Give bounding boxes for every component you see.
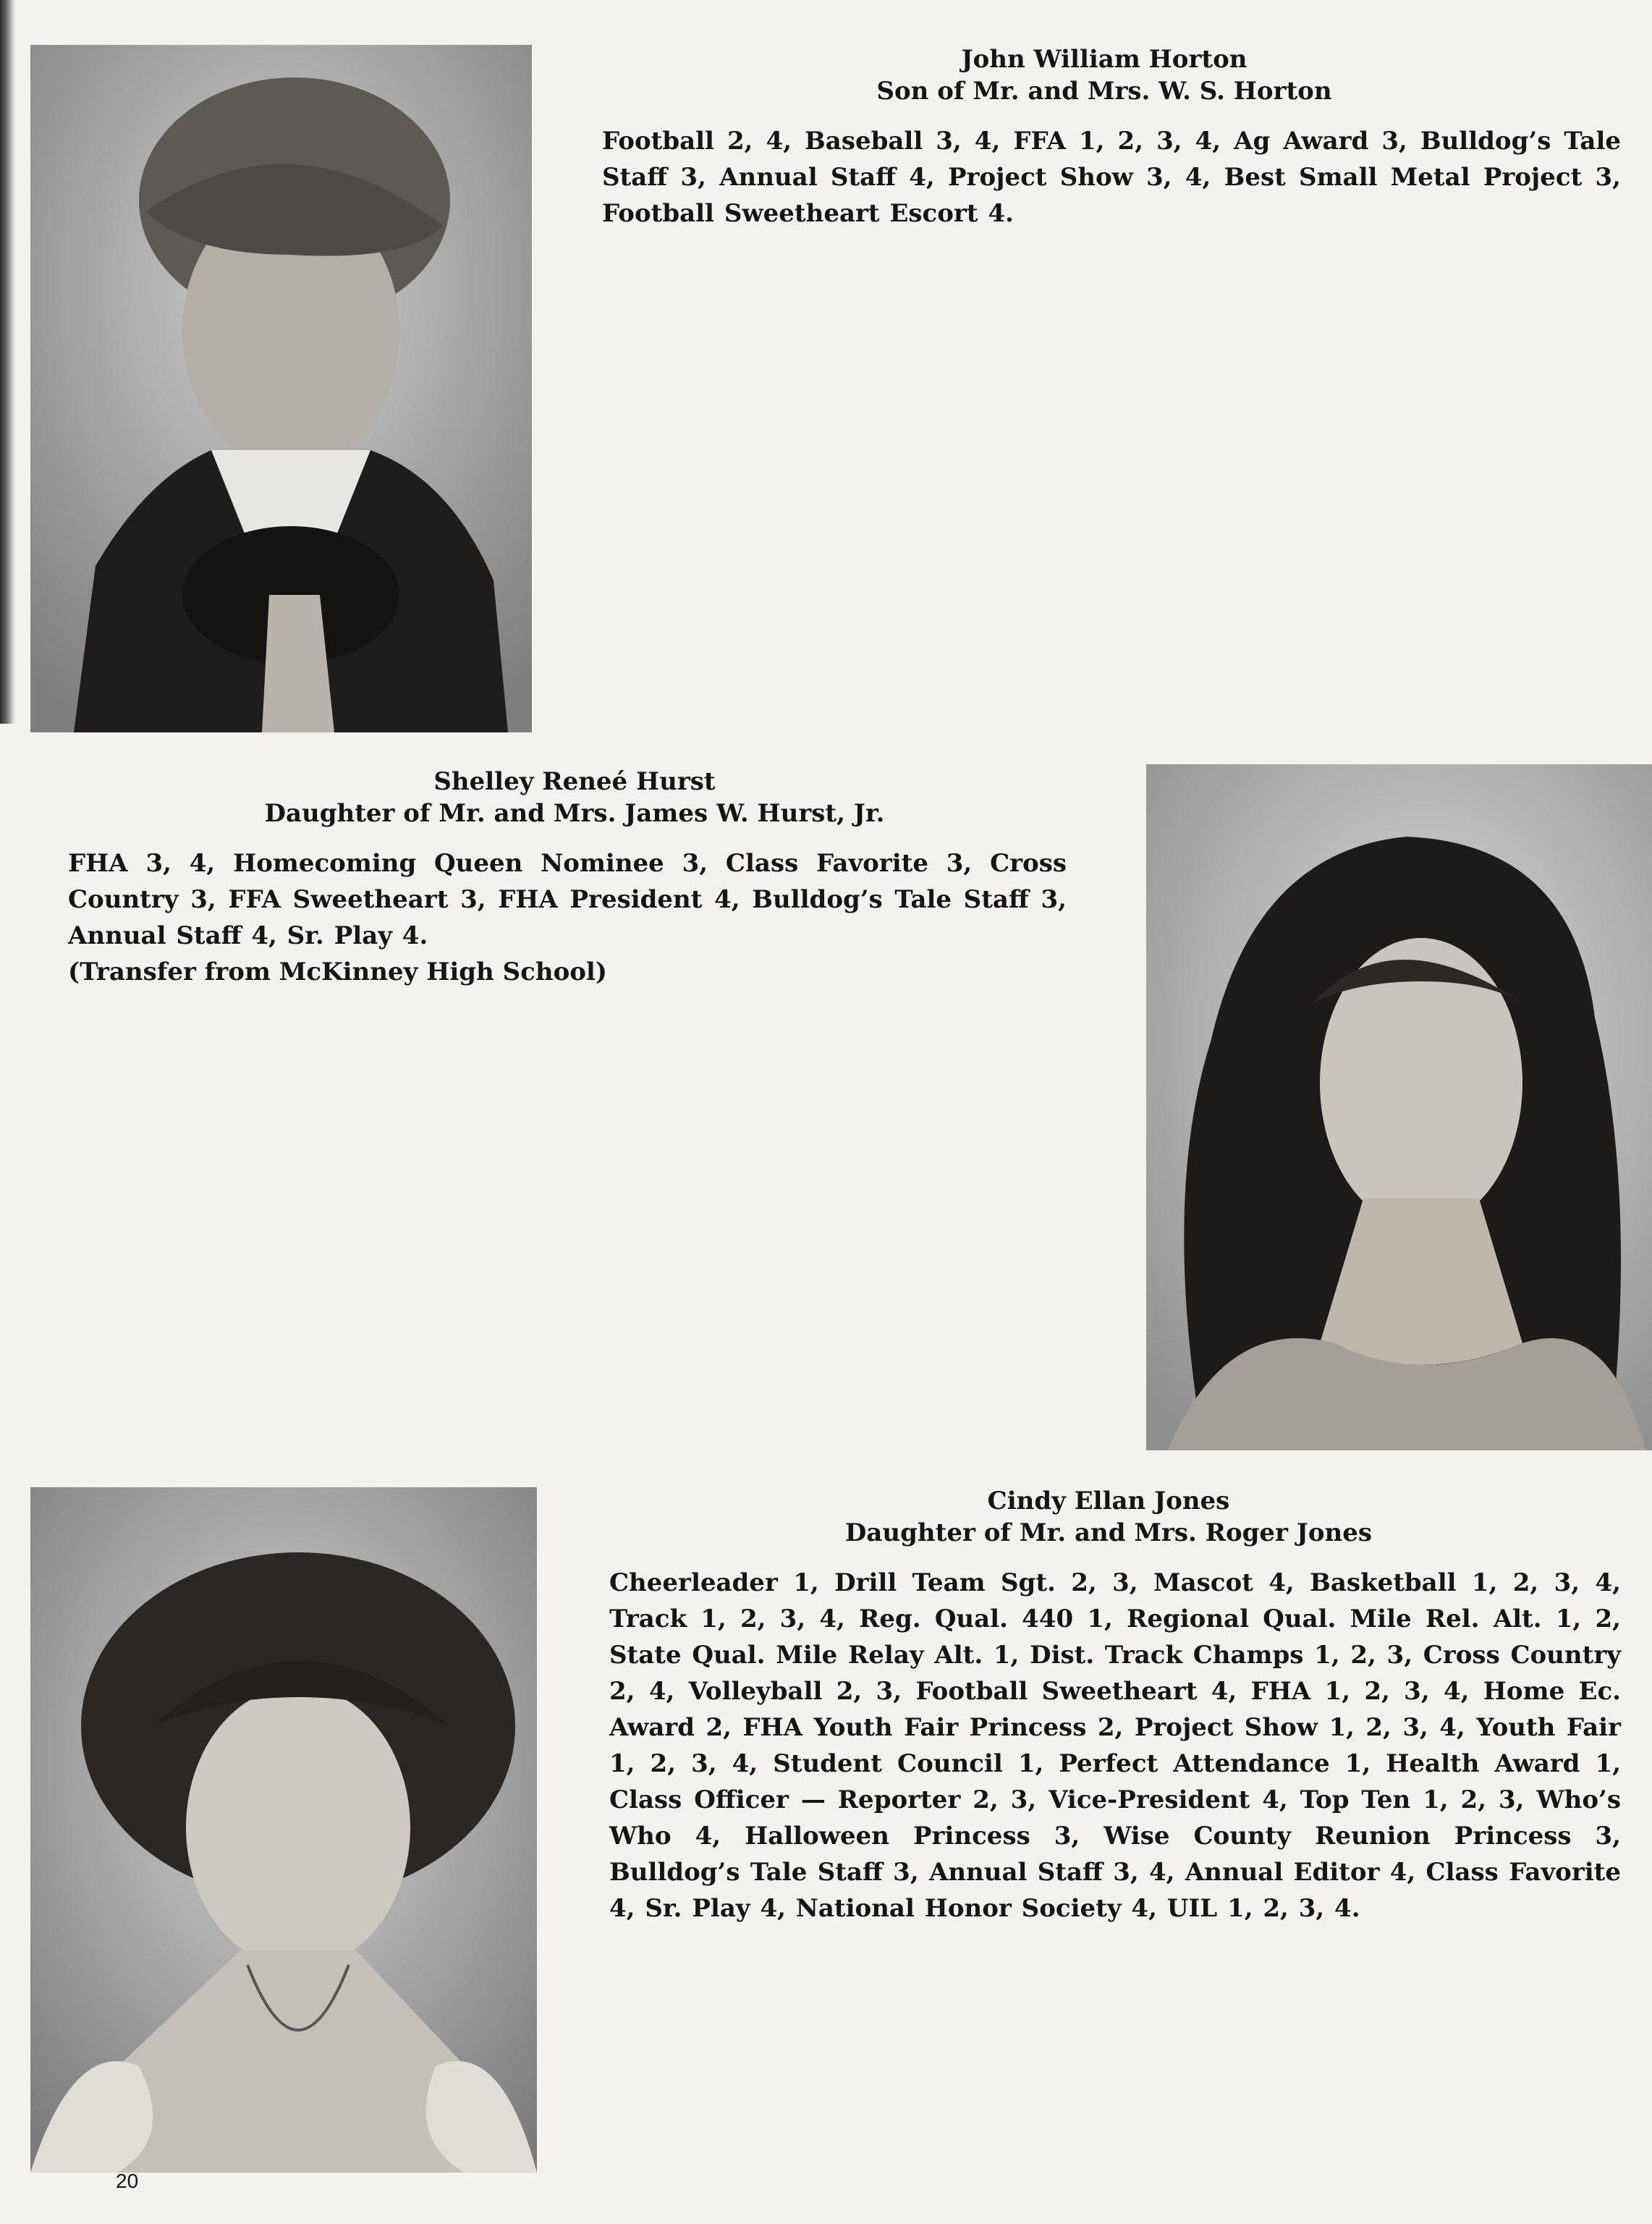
senior-parents: Daughter of Mr. and Mrs. James W. Hurst, Jr. (264, 799, 885, 828)
senior-activities: Football 2, 4, Baseball 3, 4, FFA 1, 2, 3, 4, Ag Award 3, Bulldog’s Tale Staff 3, Annual Staff 4, Project Show 3, 4, Best Small Metal Project 3, Football Sweetheart Escort 4. (602, 127, 1621, 228)
senior-activities: Cheerleader 1, Drill Team Sgt. 2, 3, Mascot 4, Basketball 1, 2, 3, 4, Track 1, 2, 3, 4, Reg. Qual. 440 1, Regional Qual. Mile Rel. Alt. 1, 2, State Qual. Mile Relay Alt. 1, Dist. Track Champs 1, 2, 3, Cross Country 2, 4, Volleyball 2, 3, Football Sweetheart 4, FHA 1, 2, 3, 4, Home Ec. Award 2, FHA Youth Fair Princess 2, Project Show 1, 2, 3, 4, Youth Fair 1, 2, 3, 4, Student Council 1, Perfect Attendance 1, Health Award 1, Class Officer — Reporter 2, 3, Vice-President 4, Top Ten 1, 2, 3, Who’s Who 4, Halloween Princess 3, Wise County Reunion Princess 3, Bulldog’s Tale Staff 3, Annual Staff 3, 4, Annual Editor 4, Class Favorite 4, Sr. Play 4, National Honor Society 4, UIL 1, 2, 3, 4. (609, 1568, 1621, 1923)
senior-entry-jones (609, 1485, 1621, 1927)
senior-parents: Son of Mr. and Mrs. W. S. Horton (876, 77, 1332, 106)
page-binding-edge (0, 0, 16, 724)
senior-entry-hurst (68, 766, 1067, 990)
portrait-photo-jones (30, 1487, 537, 2173)
page-number: 20 (116, 2170, 139, 2192)
senior-transfer-note: (Transfer from McKinney High School) (68, 957, 607, 986)
senior-entry-horton (602, 43, 1621, 232)
senior-name: Shelley Reneé Hurst (433, 767, 716, 796)
senior-parents: Daughter of Mr. and Mrs. Roger Jones (844, 1518, 1373, 1547)
portrait-photo-hurst (1146, 764, 1652, 1450)
portrait-photo-horton (30, 45, 532, 732)
senior-activities: FHA 3, 4, Homecoming Queen Nominee 3, Class Favorite 3, Cross Country 3, FFA Sweetheart 3, FHA President 4, Bulldog’s Tale Staff 3, Annual Staff 4, Sr. Play 4. (68, 849, 1067, 950)
senior-name: Cindy Ellan Jones (987, 1487, 1230, 1515)
senior-name: John William Horton (961, 45, 1248, 74)
